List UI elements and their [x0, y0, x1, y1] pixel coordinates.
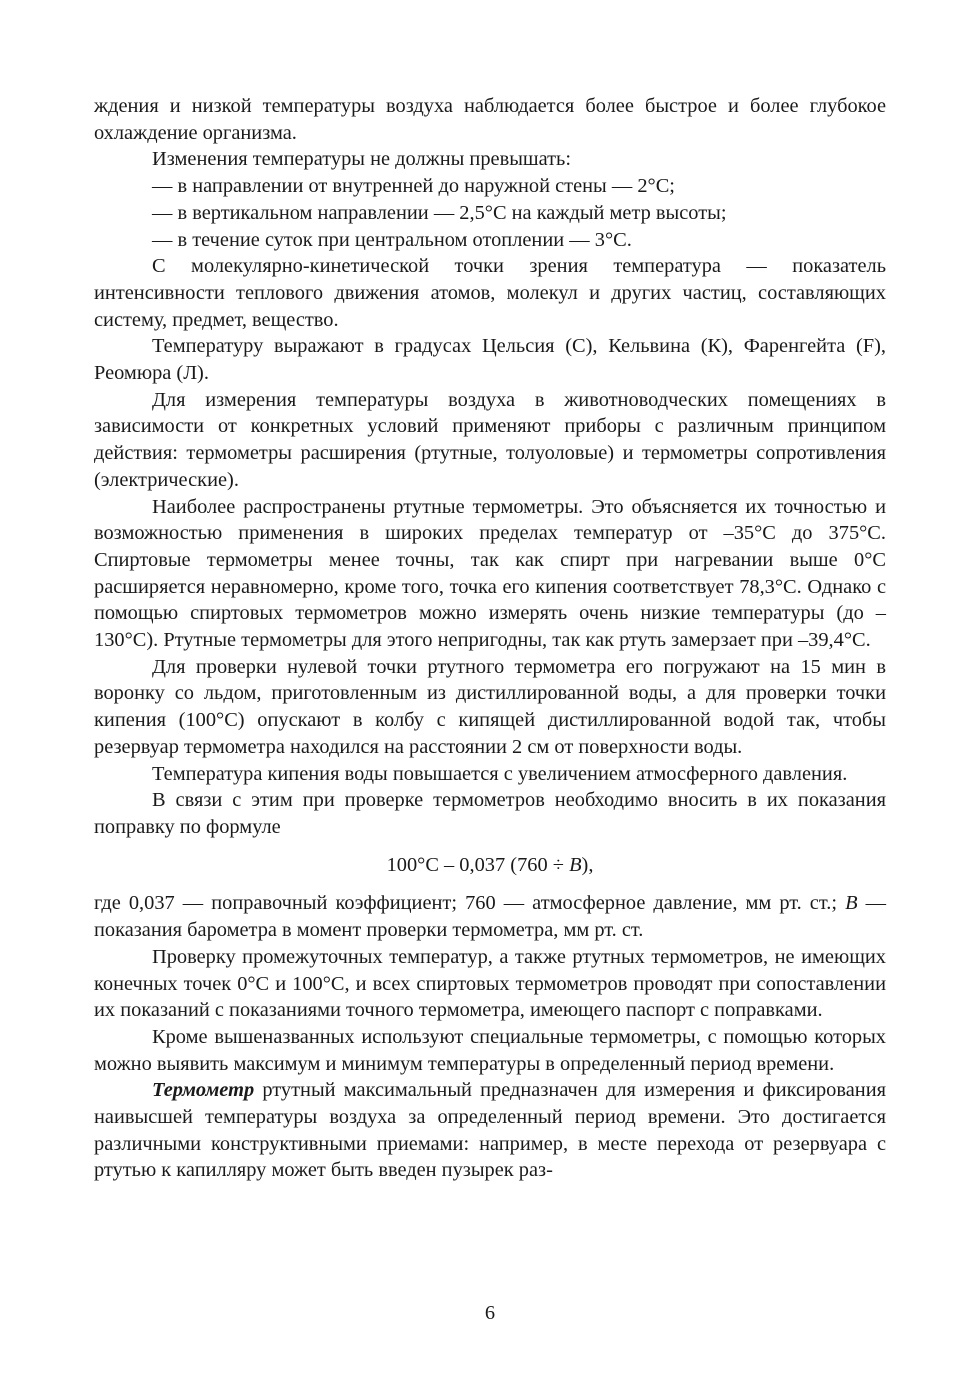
- paragraph: Для измерения температуры воздуха в животноводческих помещениях в зависимости от конкретных условий применяют приборы с различным принципом действия: термометры расширения (ртутные, толуоловые) и термометры сопротивления (электрические).: [94, 388, 886, 491]
- paragraph: Для проверки нулевой точки ртутного термометра его погружают на 15 мин в воронку со льдом, приготовленным из дистиллированной воды, а для проверки точки кипения (100°С) опускают в колбу с кипящей дистиллированной водой так, чтобы резервуар термометра находился на расстоянии 2 см от поверхности воды.: [94, 655, 886, 758]
- paragraph: [94, 890, 886, 943]
- paragraph: Наиболее распространены ртутные термометры. Это объясняется их точностью и возможностью применения в широких пределах температур от –35°С до 375°С. Спиртовые термометры менее точны, так как спирт при нагревании выше 0°С расширяется неравномерно, кроме того, точка его кипения соответствует 78,3°С. Однако с помощью спиртовых термометров можно измерять очень низкие температуры (до –130°С). Ртутные термометры для этого непригодны, так как ртуть замерзает при –39,4°С.: [94, 495, 886, 652]
- paragraph-text: ртутный максимальный предназначен для измерения и фиксирования наивысшей температуры воздуха за определенный период времени. Это достигается различными конструктивными приемами: например, в месте перехода от резервуара с ртутью к капилляру может быть введен пузырек раз-: [94, 1079, 886, 1182]
- paragraph: Изменения температуры не должны превышать:: [152, 148, 572, 171]
- paragraph: С молекулярно-кинетической точки зрения температура — показатель интенсивности теплового движения атомов, молекул и других частиц, составляющих систему, предмет, вещество.: [94, 255, 886, 331]
- list-item: — в течение суток при центральном отоплении — 3°С.: [152, 228, 632, 251]
- page-number: 6: [484, 1302, 496, 1324]
- legend-text: где 0,037 — поправочный коэффициент; 760 — атмосферное давление, мм рт. ст.;: [94, 892, 846, 915]
- formula: [94, 852, 886, 879]
- paragraph: Кроме вышеназванных используют специальные термометры, с помощью которых можно выявить максимум и минимум температуры в определенный период времени.: [94, 1025, 886, 1075]
- paragraph: ждения и низкой температуры воздуха наблюдается более быстрое и более глубокое охлаждение организма.: [94, 95, 886, 144]
- paragraph: В связи с этим при проверке термометров необходимо вносить в их показания поправку по формуле: [94, 789, 886, 838]
- paragraph: [94, 1077, 886, 1184]
- paragraph: Проверку промежуточных температур, а также ртутных термометров, не имеющих конечных точек 0°С и 100°С, и всех спиртовых термометров проводят при сопоставлении их показаний с показаниями точного термометра, имеющего паспорт с поправками.: [94, 945, 886, 1022]
- paragraph: Температура кипения воды повышается с увеличением атмосферного давления.: [152, 762, 848, 785]
- formula-variable: B: [569, 853, 582, 876]
- formula-end: ),: [581, 853, 594, 876]
- legend-variable: B: [845, 892, 858, 915]
- formula-text: 100°С – 0,037 (760 ÷: [386, 853, 570, 876]
- list-item: — в направлении от внутренней до наружной стены — 2°С;: [152, 175, 675, 198]
- list-item: — в вертикальном направлении — 2,5°С на каждый метр высоты;: [152, 201, 727, 224]
- paragraph: Температуру выражают в градусах Цельсия (С), Кельвина (К), Фаренгейта (F), Реомюра (Л).: [94, 335, 886, 385]
- page-body: [94, 93, 886, 1184]
- legend-text-cont: — показания барометра в момент проверки термометра, мм рт. ст.: [94, 892, 886, 942]
- term-heading: Термометр: [152, 1079, 255, 1102]
